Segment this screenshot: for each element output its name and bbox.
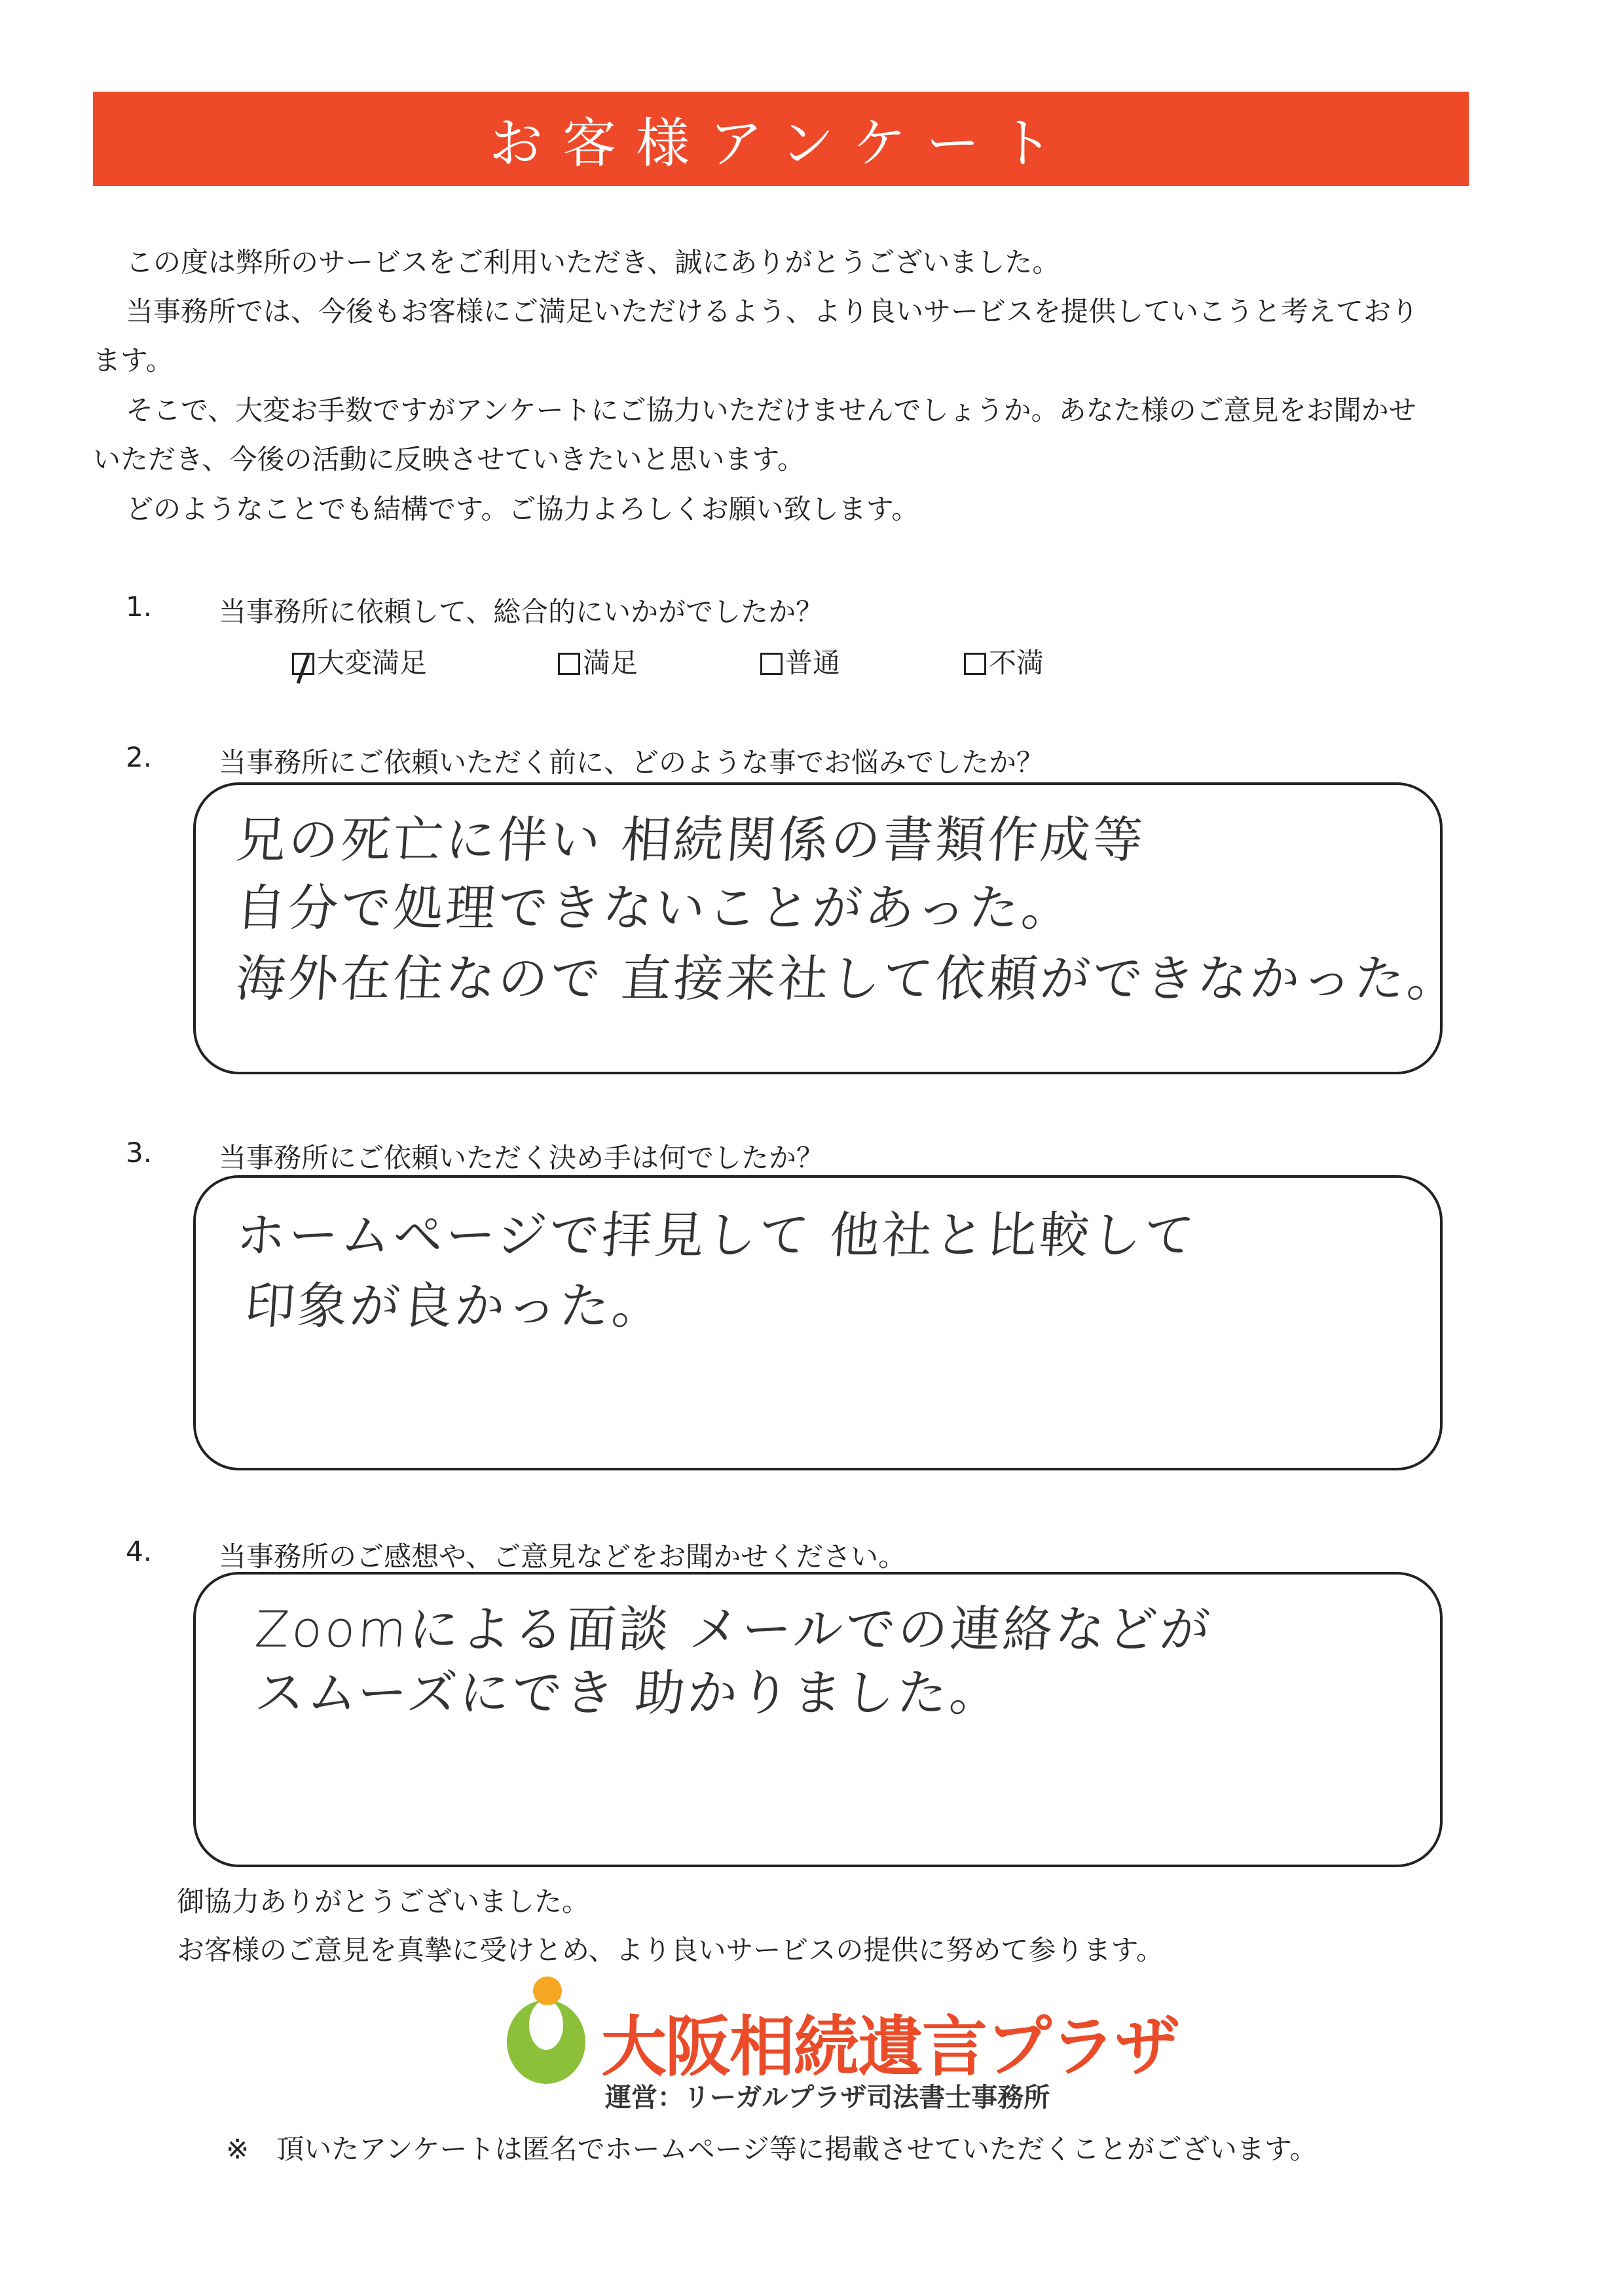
option-label: 不満 [989,647,1044,679]
q2-text: 当事務所にご依頼いただく前に、どのような事でお悩みでしたか？ [219,746,1044,778]
q4-text: 当事務所のご感想や、ご意見などをお聞かせください。 [219,1540,906,1573]
logo-title: 大阪相続遺言プラザ [601,2009,1179,2085]
q1-option-dissatisfied[interactable] [964,642,1044,681]
logo-subtitle: 運営：リーガルプラザ司法書士事務所 [605,2083,1050,2113]
q1-text: 当事務所に依頼して、総合的にいかがでしたか？ [219,596,824,628]
q2-answer-line: 兄の死亡に伴い 相続関係の書類作成等 [234,811,1147,869]
intro-line: そこで、大変お手数ですがアンケートにご協力いただけませんでしょうか。あなた様のご意見をお聞かせ [126,394,1416,426]
option-label: 満足 [583,647,638,679]
option-label: 大変満足 [317,647,428,679]
intro-line: どのようなことでも結構です。ご協力よろしくお願い致します。 [126,493,919,525]
intro-line: いただき、今後の活動に反映させていきたいと思います。 [93,443,805,475]
q1-option-very-satisfied[interactable] [292,642,427,681]
footnote: ※ 頂いたアンケートは匿名でホームページ等に掲載させていただくことがございます。 [226,2133,1318,2165]
closing-line: 御協力ありがとうございました。 [177,1886,590,1918]
intro-line: この度は弊所のサービスをご利用いただき、誠にありがとうございました。 [126,246,1060,278]
intro-line: 当事務所では、今後もお客様にご満足いただけるよう、より良いサービスを提供していこうと考えており [126,295,1419,327]
checkbox-icon[interactable] [558,653,580,675]
q3-answer-line: 印象が良かった。 [243,1277,667,1335]
checkbox-icon[interactable] [760,653,783,675]
logo-mark-icon [504,1974,596,2085]
closing-line: お客様のご意見を真摯に受けとめ、より良いサービスの提供に努めて参ります。 [177,1934,1164,1966]
q2-number: 2. [126,741,153,773]
option-label: 普通 [785,647,841,679]
checkbox-checked-icon[interactable] [292,653,314,675]
q3-text: 当事務所にご依頼いただく決め手は何でしたか？ [219,1142,824,1174]
title-banner [93,92,1469,186]
checkbox-icon[interactable] [964,653,986,675]
q4-answer-line: Zoomによる面談 メールでの連絡などが [253,1600,1215,1658]
q1-option-normal[interactable] [760,642,840,681]
intro-line: ます。 [93,344,174,376]
q1-option-satisfied[interactable] [558,642,638,681]
q3-answer-line: ホームページで拝見して 他社と比較して [234,1206,1199,1264]
q3-number: 3. [126,1137,153,1169]
page-title: お客様アンケート [489,112,1073,175]
q4-answer-line: スムーズにでき 助かりました。 [253,1664,1005,1722]
q4-number: 4. [126,1535,153,1567]
q2-answer-line: 自分で処理できないことがあった。 [234,879,1076,937]
q2-answer-line: 海外在住なので 直接来社して依頼ができなかった。 [234,949,1462,1008]
q1-number: 1. [126,591,153,623]
